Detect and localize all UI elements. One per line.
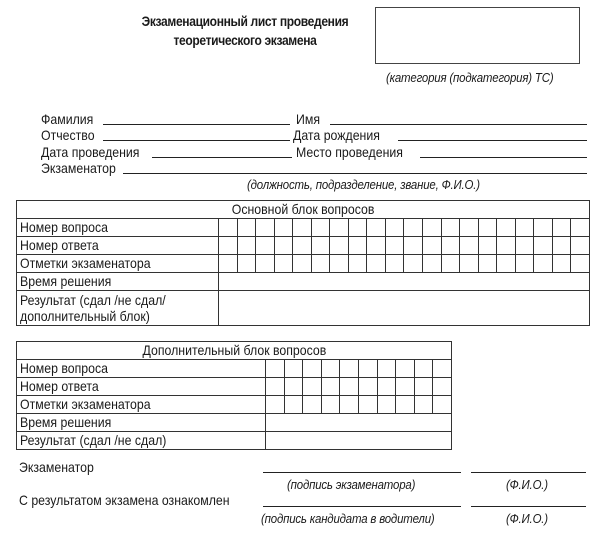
answer-cell[interactable] — [256, 237, 275, 255]
answer-cell[interactable] — [358, 378, 377, 396]
answer-cell[interactable] — [219, 219, 238, 237]
candidate-fio-caption: (Ф.И.О.) — [506, 511, 548, 526]
table-row — [17, 360, 452, 378]
answer-cell[interactable] — [571, 237, 590, 255]
answer-cell[interactable] — [266, 396, 285, 414]
answer-cell[interactable] — [441, 237, 460, 255]
answer-cell[interactable] — [497, 255, 516, 273]
answer-cell[interactable] — [414, 378, 433, 396]
answer-cell[interactable] — [284, 396, 303, 414]
answer-cell[interactable] — [274, 219, 293, 237]
answer-cell[interactable] — [404, 237, 423, 255]
answer-cell[interactable] — [256, 219, 275, 237]
answer-cell[interactable] — [414, 396, 433, 414]
answer-cell[interactable] — [423, 237, 442, 255]
examiner-sign-caption: (подпись экзаменатора) — [287, 477, 416, 492]
answer-cell[interactable] — [311, 255, 330, 273]
answer-cell[interactable] — [414, 360, 433, 378]
answer-cell[interactable] — [377, 360, 396, 378]
examiner-signature-field[interactable] — [263, 472, 461, 473]
form-title-line2: теоретического экзамена — [173, 32, 317, 48]
answer-cell[interactable] — [266, 360, 285, 378]
main-questions-table — [16, 200, 590, 326]
answer-cell[interactable] — [377, 396, 396, 414]
examiner-label: Экзаменатор — [41, 160, 116, 176]
table-row — [17, 414, 452, 432]
row-label: Номер ответа — [17, 237, 219, 255]
answer-cell[interactable] — [330, 255, 349, 273]
answer-cell[interactable] — [404, 255, 423, 273]
answer-cell[interactable] — [237, 237, 256, 255]
answer-cell[interactable] — [330, 237, 349, 255]
answer-cell[interactable] — [340, 360, 359, 378]
answer-cell[interactable] — [311, 237, 330, 255]
solve-time-field[interactable] — [266, 414, 452, 432]
answer-cell[interactable] — [423, 255, 442, 273]
row-label: Номер вопроса — [17, 219, 219, 237]
answer-cell[interactable] — [256, 255, 275, 273]
table-row — [17, 396, 452, 414]
candidate-sign-caption: (подпись кандидата в водители) — [261, 511, 435, 526]
answer-cell[interactable] — [460, 219, 479, 237]
answer-cell[interactable] — [367, 237, 386, 255]
answer-cell[interactable] — [274, 255, 293, 273]
form-title — [138, 12, 353, 50]
additional-questions-table — [16, 341, 452, 450]
answer-cell[interactable] — [497, 237, 516, 255]
table-row — [17, 291, 590, 326]
answer-cell[interactable] — [478, 219, 497, 237]
surname-label: Фамилия — [41, 111, 94, 127]
answer-cell[interactable] — [385, 255, 404, 273]
answer-cell[interactable] — [552, 237, 571, 255]
table-row — [17, 432, 452, 450]
answer-cell[interactable] — [441, 255, 460, 273]
table-row — [17, 273, 590, 291]
answer-cell[interactable] — [321, 360, 340, 378]
answer-cell[interactable] — [237, 219, 256, 237]
row-label: Отметки экзаменатора — [17, 396, 266, 414]
answer-cell[interactable] — [293, 237, 312, 255]
name-field[interactable] — [330, 124, 587, 125]
surname-field[interactable] — [103, 124, 290, 125]
table-row — [17, 237, 590, 255]
answer-cell[interactable] — [303, 396, 322, 414]
answer-cell[interactable] — [515, 219, 534, 237]
row-label: Номер ответа — [17, 378, 266, 396]
candidate-signature-field[interactable] — [263, 506, 461, 507]
answer-cell[interactable] — [433, 378, 452, 396]
examiner-fio-field[interactable] — [471, 472, 586, 473]
answer-cell[interactable] — [396, 360, 415, 378]
answer-cell[interactable] — [404, 219, 423, 237]
answer-cell[interactable] — [534, 219, 553, 237]
answer-cell[interactable] — [497, 219, 516, 237]
answer-cell[interactable] — [348, 255, 367, 273]
answer-cell[interactable] — [515, 255, 534, 273]
answer-cell[interactable] — [367, 219, 386, 237]
answer-cell[interactable] — [460, 255, 479, 273]
answer-cell[interactable] — [303, 360, 322, 378]
answer-cell[interactable] — [441, 219, 460, 237]
answer-cell[interactable] — [433, 360, 452, 378]
answer-cell[interactable] — [293, 255, 312, 273]
examiner-field[interactable] — [123, 173, 587, 174]
answer-cell[interactable] — [423, 219, 442, 237]
answer-cell[interactable] — [385, 237, 404, 255]
row-label: Отметки экзаменатора — [17, 255, 219, 273]
form-title-line1: Экзаменационный лист проведения — [141, 13, 349, 29]
answer-cell[interactable] — [348, 219, 367, 237]
exam-place-field[interactable] — [420, 157, 587, 158]
row-label: Результат (сдал /не сдал) — [17, 432, 266, 450]
row-label: Время решения — [17, 273, 219, 291]
answer-cell[interactable] — [571, 219, 590, 237]
row-label: Результат (сдал /не сдал/ дополнительный блок) — [17, 291, 219, 326]
answer-cell[interactable] — [311, 219, 330, 237]
answer-cell[interactable] — [515, 237, 534, 255]
answer-cell[interactable] — [571, 255, 590, 273]
answer-cell[interactable] — [303, 378, 322, 396]
examiner-fio-caption: (Ф.И.О.) — [506, 477, 548, 492]
table-row — [17, 255, 590, 273]
answer-cell[interactable] — [367, 255, 386, 273]
answer-cell[interactable] — [534, 237, 553, 255]
answer-cell[interactable] — [266, 378, 285, 396]
answer-cell[interactable] — [358, 360, 377, 378]
answer-cell[interactable] — [284, 378, 303, 396]
row-label: Номер вопроса — [17, 360, 266, 378]
patronymic-field[interactable] — [103, 140, 290, 141]
table-row — [17, 219, 590, 237]
answer-cell[interactable] — [377, 378, 396, 396]
answer-cell[interactable] — [219, 255, 238, 273]
answer-cell[interactable] — [321, 396, 340, 414]
answer-cell[interactable] — [478, 237, 497, 255]
answer-cell[interactable] — [284, 360, 303, 378]
answer-cell[interactable] — [396, 378, 415, 396]
answer-cell[interactable] — [396, 396, 415, 414]
answer-cell[interactable] — [274, 237, 293, 255]
answer-cell[interactable] — [460, 237, 479, 255]
candidate-fio-field[interactable] — [471, 506, 586, 507]
answer-cell[interactable] — [478, 255, 497, 273]
answer-cell[interactable] — [552, 219, 571, 237]
answer-cell[interactable] — [385, 219, 404, 237]
result-field[interactable] — [266, 432, 452, 450]
examiner-sign-label: Экзаменатор — [19, 459, 94, 475]
answer-cell[interactable] — [237, 255, 256, 273]
answer-cell[interactable] — [534, 255, 553, 273]
exam-place-label: Место проведения — [296, 144, 403, 160]
answer-cell[interactable] — [552, 255, 571, 273]
solve-time-field[interactable] — [219, 273, 590, 291]
main-block-title: Основной блок вопросов — [17, 201, 590, 219]
birth-date-label: Дата рождения — [293, 127, 380, 143]
exam-date-field[interactable] — [152, 157, 292, 158]
answer-cell[interactable] — [330, 219, 349, 237]
row-label: Время решения — [17, 414, 266, 432]
answer-cell[interactable] — [358, 396, 377, 414]
candidate-sign-label: С результатом экзамена ознакомлен — [19, 492, 230, 508]
answer-cell[interactable] — [219, 237, 238, 255]
additional-block-title: Дополнительный блок вопросов — [17, 342, 452, 360]
answer-cell[interactable] — [348, 237, 367, 255]
category-input-box[interactable] — [375, 7, 580, 64]
exam-date-label: Дата проведения — [41, 144, 140, 160]
answer-cell[interactable] — [433, 396, 452, 414]
answer-cell[interactable] — [340, 378, 359, 396]
result-field[interactable] — [219, 291, 590, 326]
category-caption: (категория (подкатегория) ТС) — [386, 70, 554, 85]
examiner-caption: (должность, подразделение, звание, Ф.И.О.) — [247, 177, 480, 192]
answer-cell[interactable] — [293, 219, 312, 237]
patronymic-label: Отчество — [41, 127, 95, 143]
answer-cell[interactable] — [340, 396, 359, 414]
birth-date-field[interactable] — [398, 140, 587, 141]
name-label: Имя — [296, 111, 321, 127]
answer-cell[interactable] — [321, 378, 340, 396]
table-row — [17, 378, 452, 396]
